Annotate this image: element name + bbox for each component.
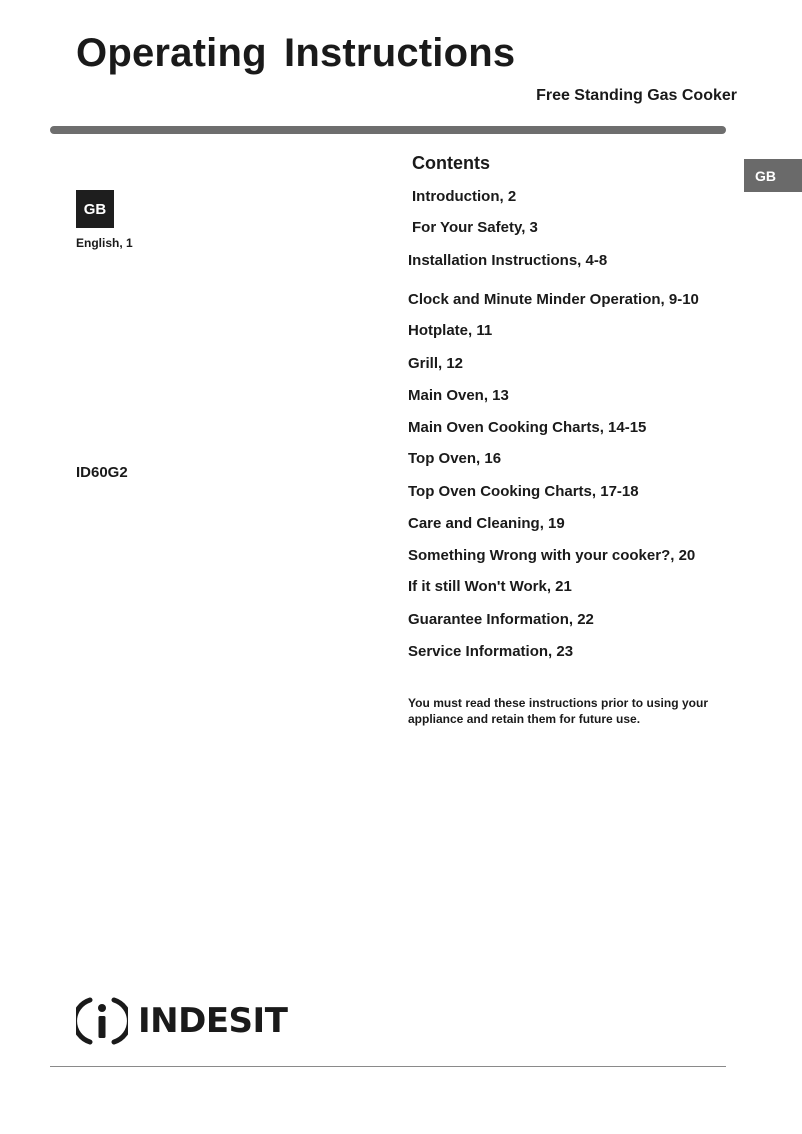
indesit-logo-icon	[76, 994, 128, 1048]
toc-item-main-oven[interactable]: Main Oven, 13	[408, 387, 509, 404]
language-side-tab: GB	[744, 159, 802, 192]
toc-item-introduction[interactable]: Introduction, 2	[412, 188, 517, 205]
toc-item-top-oven-charts[interactable]: Top Oven Cooking Charts, 17-18	[408, 483, 639, 500]
toc-item-installation[interactable]: Installation Instructions, 4-8	[408, 252, 608, 269]
toc-item-safety[interactable]: For Your Safety, 3	[412, 219, 538, 236]
footer-divider	[50, 1066, 726, 1067]
header-divider	[50, 126, 726, 134]
toc-item-something-wrong[interactable]: Something Wrong with your cooker?, 20	[408, 547, 696, 564]
brand-wordmark: INDESIT	[138, 1001, 288, 1041]
toc-item-grill[interactable]: Grill, 12	[408, 355, 464, 372]
product-subtitle: Free Standing Gas Cooker	[536, 87, 737, 104]
toc-item-hotplate[interactable]: Hotplate, 11	[408, 322, 493, 339]
read-instructions-notice: You must read these instructions prior to using your appliance and retain them for future use.	[408, 696, 708, 726]
country-badge: GB	[76, 190, 114, 228]
toc-item-guarantee[interactable]: Guarantee Information, 22	[408, 611, 594, 628]
contents-heading: Contents	[412, 153, 490, 173]
model-number: ID60G2	[76, 464, 128, 481]
toc-item-top-oven[interactable]: Top Oven, 16	[408, 450, 502, 467]
toc-item-service[interactable]: Service Information, 23	[408, 643, 574, 660]
page-title: Operating Instructions	[76, 31, 516, 75]
toc-item-clock[interactable]: Clock and Minute Minder Operation, 9-10	[408, 291, 699, 308]
brand-logo	[76, 994, 287, 1048]
language-link[interactable]: English, 1	[76, 236, 133, 250]
toc-item-care-cleaning[interactable]: Care and Cleaning, 19	[408, 515, 565, 532]
toc-item-main-oven-charts[interactable]: Main Oven Cooking Charts, 14-15	[408, 419, 647, 436]
toc-item-still-wont-work[interactable]: If it still Won't Work, 21	[408, 578, 572, 595]
